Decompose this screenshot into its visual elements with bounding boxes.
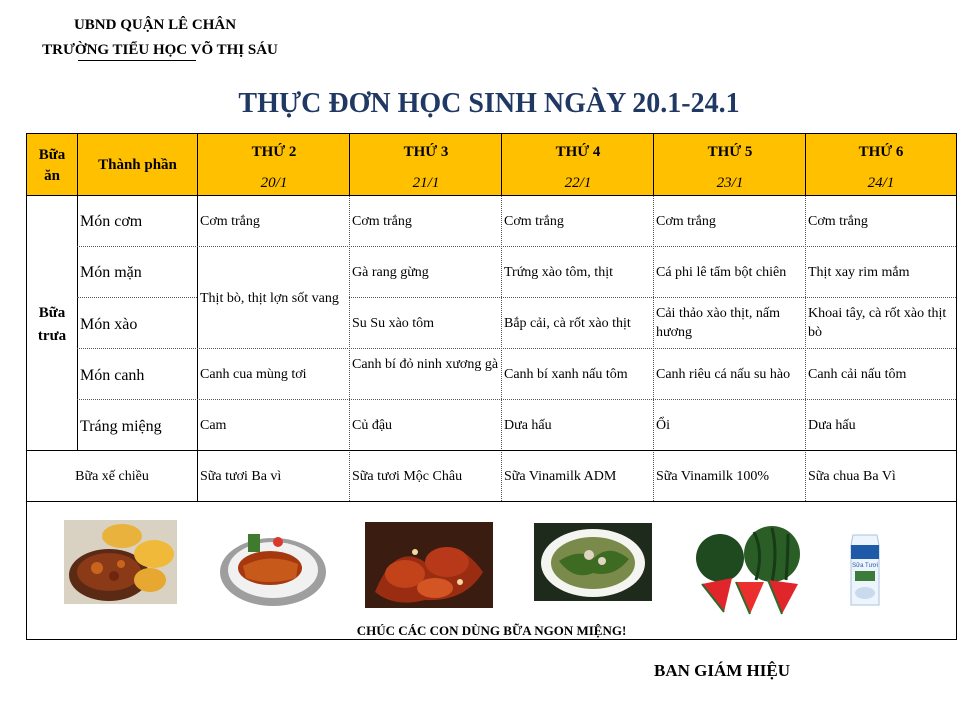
vegetable-soup-photo	[534, 523, 652, 601]
divider	[77, 134, 78, 451]
header-underline	[78, 60, 196, 61]
menu-cell: Su Su xào tôm	[352, 316, 435, 331]
beef-stew-photo	[64, 520, 177, 604]
day-date: 24/1	[867, 175, 895, 191]
menu-cell: Cải thảo xào thịt, nấm hương	[656, 306, 781, 340]
row-label-soup: Món canh	[80, 367, 145, 384]
header-meal-cell	[27, 134, 77, 195]
milk-carton-photo	[845, 527, 885, 609]
day-label: THỨ 5	[707, 144, 753, 160]
divider	[27, 501, 956, 502]
menu-cell: Canh riêu cá nấu su hào	[656, 367, 791, 382]
divider	[77, 297, 197, 298]
header-day-5	[806, 134, 956, 195]
menu-cell: Cơm trắng	[200, 214, 260, 229]
menu-cell: Thịt bò, thịt lợn sốt vang	[200, 291, 339, 306]
menu-cell: Dưa hấu	[808, 418, 856, 433]
menu-cell: Khoai tây, cà rốt xào thịt bò	[808, 306, 947, 340]
menu-cell: Canh bí xanh nấu tôm	[504, 367, 628, 382]
menu-cell: Cá phi lê tẩm bột chiên	[656, 265, 787, 280]
header-component-cell	[77, 134, 198, 195]
closing-message: CHÚC CÁC CON DÙNG BỮA NGON MIỆNG!	[356, 623, 627, 638]
menu-cell: Sữa tươi Mộc Châu	[352, 469, 463, 484]
menu-cell: Sữa Vinamilk ADM	[504, 469, 617, 484]
divider	[77, 399, 956, 400]
menu-cell: Bắp cải, cà rốt xào thịt	[504, 316, 631, 331]
fish-fillet-photo	[218, 522, 327, 610]
row-label-rice: Món cơm	[80, 213, 143, 230]
divider	[27, 195, 956, 196]
menu-cell: Canh bí đỏ ninh xương gà	[352, 357, 499, 372]
divider	[501, 134, 502, 195]
menu-table	[26, 133, 957, 640]
menu-cell: Sữa Vinamilk 100%	[656, 469, 770, 484]
menu-cell: Ổi	[656, 418, 670, 433]
day-label: THỨ 2	[251, 144, 297, 160]
menu-cell: Cơm trắng	[504, 214, 564, 229]
menu-cell: Gà rang gừng	[352, 265, 429, 280]
divider	[349, 134, 350, 195]
header-component-label: Thành phần	[98, 157, 177, 173]
day-label: THỨ 6	[858, 144, 904, 160]
menu-cell: Sữa chua Ba Vì	[808, 469, 896, 484]
day-label: THỨ 3	[403, 144, 449, 160]
signature: BAN GIÁM HIỆU	[654, 661, 791, 680]
lunch-label: Bữa trưa	[37, 305, 67, 344]
day-date: 22/1	[564, 175, 592, 191]
row-label-dessert: Tráng miệng	[80, 418, 162, 435]
day-date: 21/1	[412, 175, 440, 191]
divider	[653, 134, 654, 195]
row-label-main: Món mặn	[80, 264, 142, 281]
menu-cell: Cơm trắng	[808, 214, 868, 229]
day-label: THỨ 4	[555, 144, 601, 160]
menu-cell: Củ đậu	[352, 418, 393, 433]
menu-cell: Sữa tươi Ba vì	[200, 469, 282, 484]
menu-cell: Cơm trắng	[352, 214, 412, 229]
menu-cell: Canh cải nấu tôm	[808, 367, 907, 382]
menu-cell: Dưa hấu	[504, 418, 552, 433]
glazed-meat-photo	[365, 522, 493, 608]
milk-carton-text: Sữa Tươi	[852, 563, 878, 569]
menu-cell: Cơm trắng	[656, 214, 716, 229]
divider	[349, 297, 956, 298]
header-meal-label: Bữa ăn	[38, 147, 66, 184]
afternoon-label: Bữa xế chiều	[75, 469, 149, 484]
header-day-3	[502, 134, 654, 195]
district-name: UBND QUẬN LÊ CHÂN	[73, 17, 237, 33]
watermelon-photo	[694, 522, 804, 616]
menu-cell: Thịt xay rim mắm	[808, 265, 910, 280]
row-label-stirfry: Món xào	[80, 316, 138, 333]
divider	[805, 134, 806, 195]
menu-cell: Trứng xào tôm, thịt	[504, 265, 613, 280]
divider	[77, 246, 956, 247]
divider	[197, 134, 198, 501]
day-date: 20/1	[260, 175, 288, 191]
menu-cell: Canh cua mùng tơi	[200, 367, 307, 382]
divider	[27, 450, 956, 451]
menu-cell: Cam	[200, 418, 227, 433]
header-day-1	[198, 134, 350, 195]
school-name: TRƯỜNG TIỂU HỌC VÕ THỊ SÁU	[42, 42, 278, 58]
page-title: THỰC ĐƠN HỌC SINH NGÀY 20.1-24.1	[238, 88, 740, 119]
divider	[77, 348, 956, 349]
day-date: 23/1	[716, 175, 744, 191]
header-day-4	[654, 134, 806, 195]
header-day-2	[350, 134, 502, 195]
